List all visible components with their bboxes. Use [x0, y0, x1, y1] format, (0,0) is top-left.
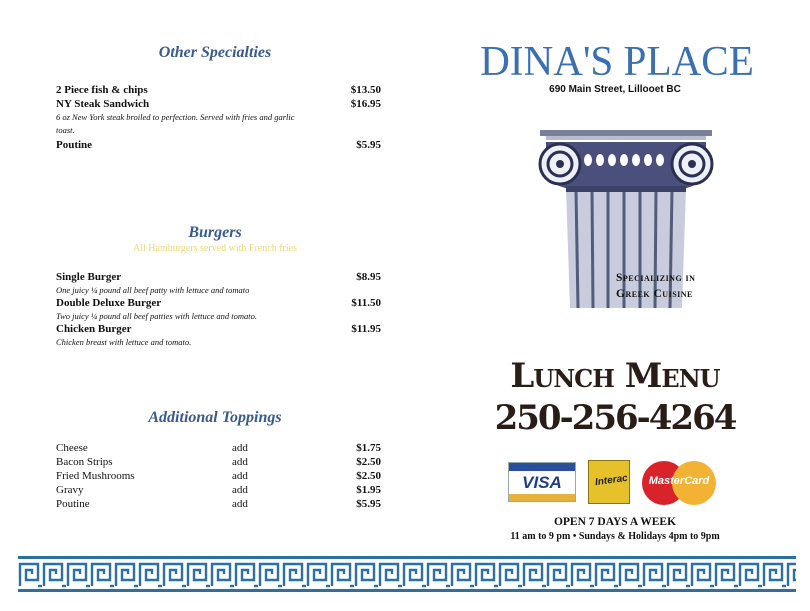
- item-price: $8.95: [356, 271, 381, 283]
- topping-row: [56, 470, 381, 482]
- specializing-line-2: Greek Cuisine: [616, 288, 693, 300]
- restaurant-address: 690 Main Street, Lillooet BC: [549, 84, 681, 95]
- topping-name: Bacon Strips: [56, 456, 113, 468]
- left-panel: [0, 0, 420, 555]
- item-name: Chicken Burger: [56, 323, 132, 335]
- item-description: 6 oz New York steak broiled to perfection. Served with fries and garlic toast.: [56, 112, 295, 135]
- other-specialties-title: Other Specialties: [158, 44, 272, 61]
- burgers-note: All Hamburgers served with French fries: [133, 243, 297, 254]
- topping-price: $2.50: [356, 456, 381, 468]
- item-name: Single Burger: [56, 271, 122, 283]
- item-description: Two juicy ¼ pound all beef patties with lettuce and tomato.: [56, 311, 257, 321]
- topping-name: Gravy: [56, 484, 84, 496]
- item-name: NY Steak Sandwich: [56, 98, 150, 110]
- topping-row: [56, 484, 381, 496]
- visa-card-icon: [508, 462, 576, 502]
- item-price: $5.95: [356, 139, 381, 151]
- item-name: Double Deluxe Burger: [56, 297, 162, 309]
- item-price: $11.50: [351, 297, 381, 309]
- topping-name: Poutine: [56, 498, 90, 510]
- topping-add: add: [232, 456, 248, 468]
- menu-item: [56, 98, 381, 110]
- item-name: Poutine: [56, 139, 93, 151]
- mastercard-label: MasterCard: [648, 475, 710, 487]
- item-name: 2 Piece fish & chips: [56, 84, 148, 96]
- item-price: $11.95: [351, 323, 381, 335]
- menu-item: [56, 84, 381, 96]
- topping-price: $1.75: [356, 442, 381, 454]
- topping-row: [56, 442, 381, 454]
- topping-row: [56, 456, 381, 468]
- topping-add: add: [232, 484, 248, 496]
- item-price: $13.50: [350, 84, 381, 96]
- specializing-line-1: Specializing in: [616, 272, 696, 284]
- menu-item: [56, 297, 381, 309]
- interac-card-icon: [588, 460, 630, 504]
- topping-add: add: [232, 470, 248, 482]
- interac-label: Interac: [594, 472, 629, 489]
- topping-row: [56, 498, 381, 510]
- specializing-text: [616, 270, 695, 302]
- topping-price: $5.95: [356, 498, 381, 510]
- greek-key-border: [18, 556, 796, 592]
- toppings-title: Additional Toppings: [148, 409, 282, 426]
- topping-price: $1.95: [356, 484, 381, 496]
- menu-item: [56, 139, 381, 151]
- topping-name: Cheese: [56, 442, 88, 454]
- burgers-title: Burgers: [188, 224, 242, 241]
- restaurant-name: DINA'S PLACE: [480, 39, 754, 85]
- topping-add: add: [232, 442, 248, 454]
- menu-item: [56, 323, 381, 335]
- topping-name: Fried Mushrooms: [56, 470, 135, 482]
- topping-price: $2.50: [356, 470, 381, 482]
- item-description: One juicy ¼ pound all beef patty with lettuce and tomato: [56, 285, 250, 295]
- right-panel: [420, 0, 810, 555]
- lunch-menu-heading: Lunch Menu: [510, 356, 720, 396]
- visa-label: VISA: [522, 473, 562, 492]
- item-description: Chicken breast with lettuce and tomato.: [56, 337, 192, 347]
- mastercard-icon: [642, 461, 716, 505]
- phone-number: 250-256-4264: [494, 398, 736, 438]
- item-price: $16.95: [350, 98, 381, 110]
- open-days: OPEN 7 DAYS A WEEK: [553, 516, 677, 528]
- topping-add: add: [232, 498, 248, 510]
- opening-hours: 11 am to 9 pm • Sundays & Holidays 4pm to 9pm: [510, 531, 720, 542]
- menu-item: [56, 271, 381, 283]
